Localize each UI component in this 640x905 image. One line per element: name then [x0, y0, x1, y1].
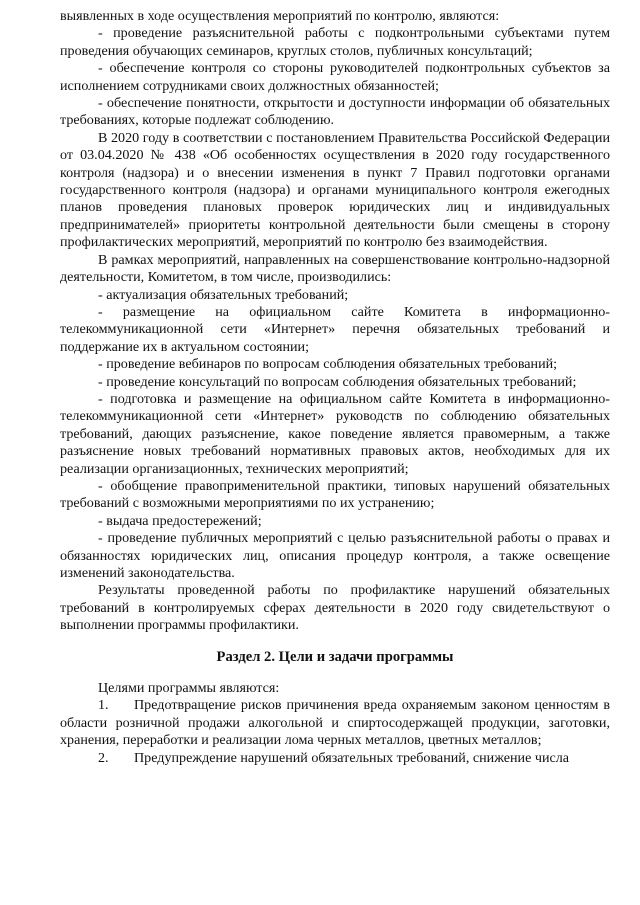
list-item-public-events: - проведение публичных мероприятий с целью разъяснительной работы о правах и обязанностях юридических лиц, описания процедур контроля, а также освещение изменений законодательства. [60, 530, 610, 581]
list-item-explanatory-work: - проведение разъяснительной работы с подконтрольными субъектами путем проведения обучающих семинаров, круглых столов, публичных консультаций; [60, 25, 610, 59]
list-item-management-control: - обеспечение контроля со стороны руководителей подконтрольных субъектов за исполнением сотрудниками своих должностных обязанностей; [60, 60, 610, 94]
list-item-guides: - подготовка и размещение на официальном сайте Комитета в информационно-телекоммуникационной сети «Интернет» руководств по соблюдению обязательных требований, дающих разъяснение, какое поведение является правомерным, а также разъяснение новых требований нормативных правовых актов, необходимых для их реализации организационных, технических мероприятий; [60, 390, 610, 477]
section-heading: Раздел 2. Цели и задачи программы [216, 648, 454, 665]
list-item-actualization: - актуализация обязательных требований; [98, 286, 349, 303]
goal-number: 1. [98, 697, 109, 714]
paragraph-2020-resolution: В 2020 году в соответствии с постановлением Правительства Российской Федерации от 03.04.2020 № 438 «Об особенностях осуществления в 2020 году государственного контроля (надзора) и о внесении изменения в пункт 7 Правил подготовки органами государственного контроля (надзора) и органами муниципального контроля ежегодных планов проведения плановых проверок юридических лиц и индивидуальных предпринимателей» приоритеты контрольной деятельности были смещены в сторону профилактических мероприятий, мероприятий по контролю без взаимодействия. [60, 129, 610, 251]
spacer [60, 635, 610, 649]
list-item-transparency: - обеспечение понятности, открытости и доступности информации об обязательных требованиях, которые подлежат соблюдению. [60, 95, 610, 129]
goal-item [60, 697, 610, 749]
list-item-webinars: - проведение вебинаров по вопросам соблюдения обязательных требований; [98, 356, 558, 373]
list-item-practice-summary: - обобщение правоприменительной практики, типовых нарушений обязательных требований с возможными мероприятиями по их устранению; [60, 477, 610, 512]
paragraph-continuation: выявленных в ходе осуществления мероприятий по контролю, являются: [60, 8, 500, 24]
spacer [60, 666, 610, 680]
list-item-publishing-requirements: - размещение на официальном сайте Комитета в информационно-телекоммуникационной сети «Интернет» перечня обязательных требований и поддержание их в актуальном состоянии; [60, 303, 610, 355]
list-item-warnings: - выдача предостережений; [98, 512, 262, 529]
goal-item [60, 750, 610, 767]
paragraph-committee-measures: В рамках мероприятий, направленных на совершенствование контрольно-надзорной деятельности, Комитетом, в том числе, производились: [60, 251, 610, 286]
goal-text: Предупреждение нарушений обязательных требований, снижение числа [134, 749, 570, 766]
goals-intro: Целями программы являются: [98, 680, 280, 697]
paragraph-results: Результаты проведенной работы по профилактике нарушений обязательных требований в контролируемых сферах деятельности в 2020 году свидетельствуют о выполнении программы профилактики. [60, 582, 610, 634]
goal-number: 2. [98, 749, 109, 766]
goal-text: Предотвращение рисков причинения вреда охраняемым законом ценностям в области розничной продажи алкогольной и спиртосодержащей продукции, заготовки, хранения, переработки и реализации лома черных металлов, цветных металлов; [60, 697, 610, 749]
list-item-consultations: - проведение консультаций по вопросам соблюдения обязательных требований; [98, 373, 577, 390]
